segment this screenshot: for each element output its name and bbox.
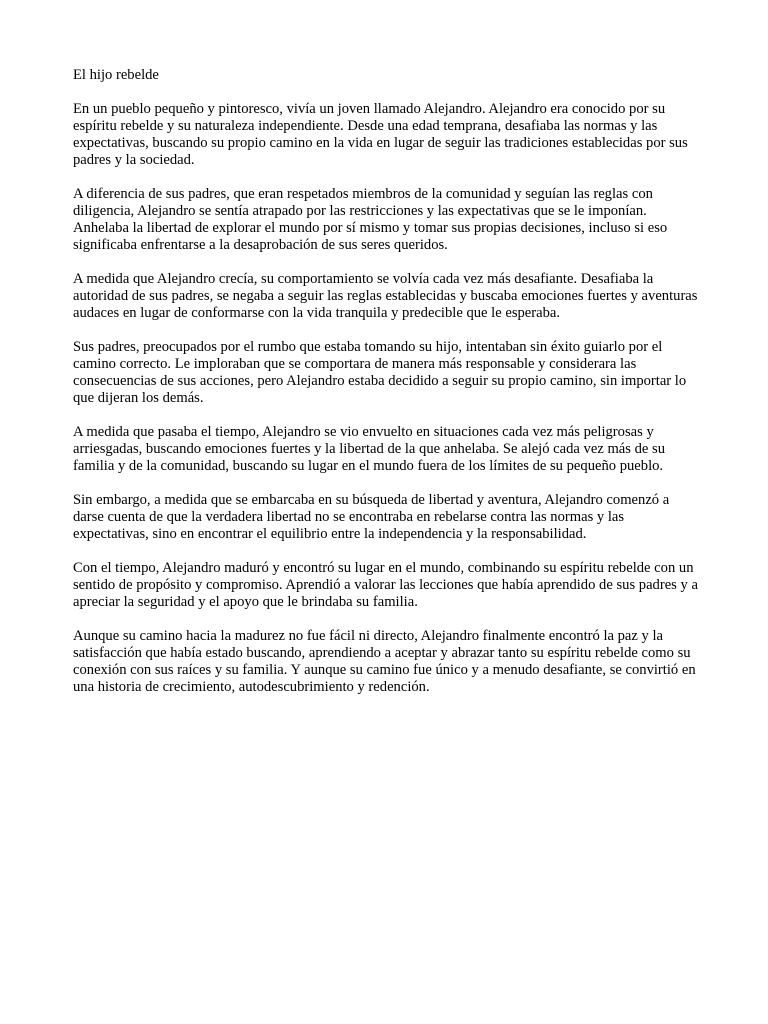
paragraph-6: Sin embargo, a medida que se embarcaba en su búsqueda de libertad y aventura, Alejandro comenzó a darse cuenta de que la verdadera libertad no se encontraba en rebelarse contra las normas y las expectativas, sino en encontrar el equilibrio entre la independencia y la responsabilidad.: [73, 492, 670, 542]
paragraph-1: En un pueblo pequeño y pintoresco, vivía un joven llamado Alejandro. Alejandro era conocido por su espíritu rebelde y su naturaleza independiente. Desde una edad temprana, desafiaba las normas y las expectativas, buscando su propio camino en la vida en lugar de seguir las tradiciones establecidas por sus padres y la sociedad.: [73, 101, 688, 168]
paragraph-2: A diferencia de sus padres, que eran respetados miembros de la comunidad y seguían las reglas con diligencia, Alejandro se sentía atrapado por las restricciones y las expectativas que se le imponían. Anhelaba la libertad de explorar el mundo por sí mismo y tomar sus propias decisiones, incluso si eso significaba enfrentarse a la desaprobación de sus seres queridos.: [73, 186, 668, 253]
paragraph-4: Sus padres, preocupados por el rumbo que estaba tomando su hijo, intentaban sin éxito guiarlo por el camino correcto. Le imploraban que se comportara de manera más responsable y considerara las consecuencias de sus acciones, pero Alejandro estaba decidido a seguir su propio camino, sin importar lo que dijeran los demás.: [73, 339, 687, 406]
paragraph-7: Con el tiempo, Alejandro maduró y encontró su lugar en el mundo, combinando su espíritu rebelde con un sentido de propósito y compromiso. Aprendió a valorar las lecciones que había aprendido de sus padres y a apreciar la seguridad y el apoyo que le brindaba su familia.: [73, 560, 698, 610]
paragraph-8: Aunque su camino hacia la madurez no fue fácil ni directo, Alejandro finalmente encontró la paz y la satisfacción que había estado buscando, aprendiendo a aceptar y abrazar tanto su espíritu rebelde como su conexión con sus raíces y su familia. Y aunque su camino fue único y a menudo desafiante, se convirtió en una historia de crecimiento, autodescubrimiento y redención.: [73, 628, 696, 695]
document-body: [73, 67, 698, 713]
document-title: El hijo rebelde: [73, 67, 159, 83]
paragraph-5: A medida que pasaba el tiempo, Alejandro se vio envuelto en situaciones cada vez más peligrosas y arriesgadas, buscando emociones fuertes y la libertad de la que anhelaba. Se alejó cada vez más de su familia y de la comunidad, buscando su lugar en el mundo fuera de los límites de su pequeño pueblo.: [73, 424, 666, 474]
paragraph-3: A medida que Alejandro crecía, su comportamiento se volvía cada vez más desafiante. Desafiaba la autoridad de sus padres, se negaba a seguir las reglas establecidas y buscaba emociones fuertes y aventuras audaces en lugar de conformarse con la vida tranquila y predecible que le esperaba.: [73, 271, 698, 321]
